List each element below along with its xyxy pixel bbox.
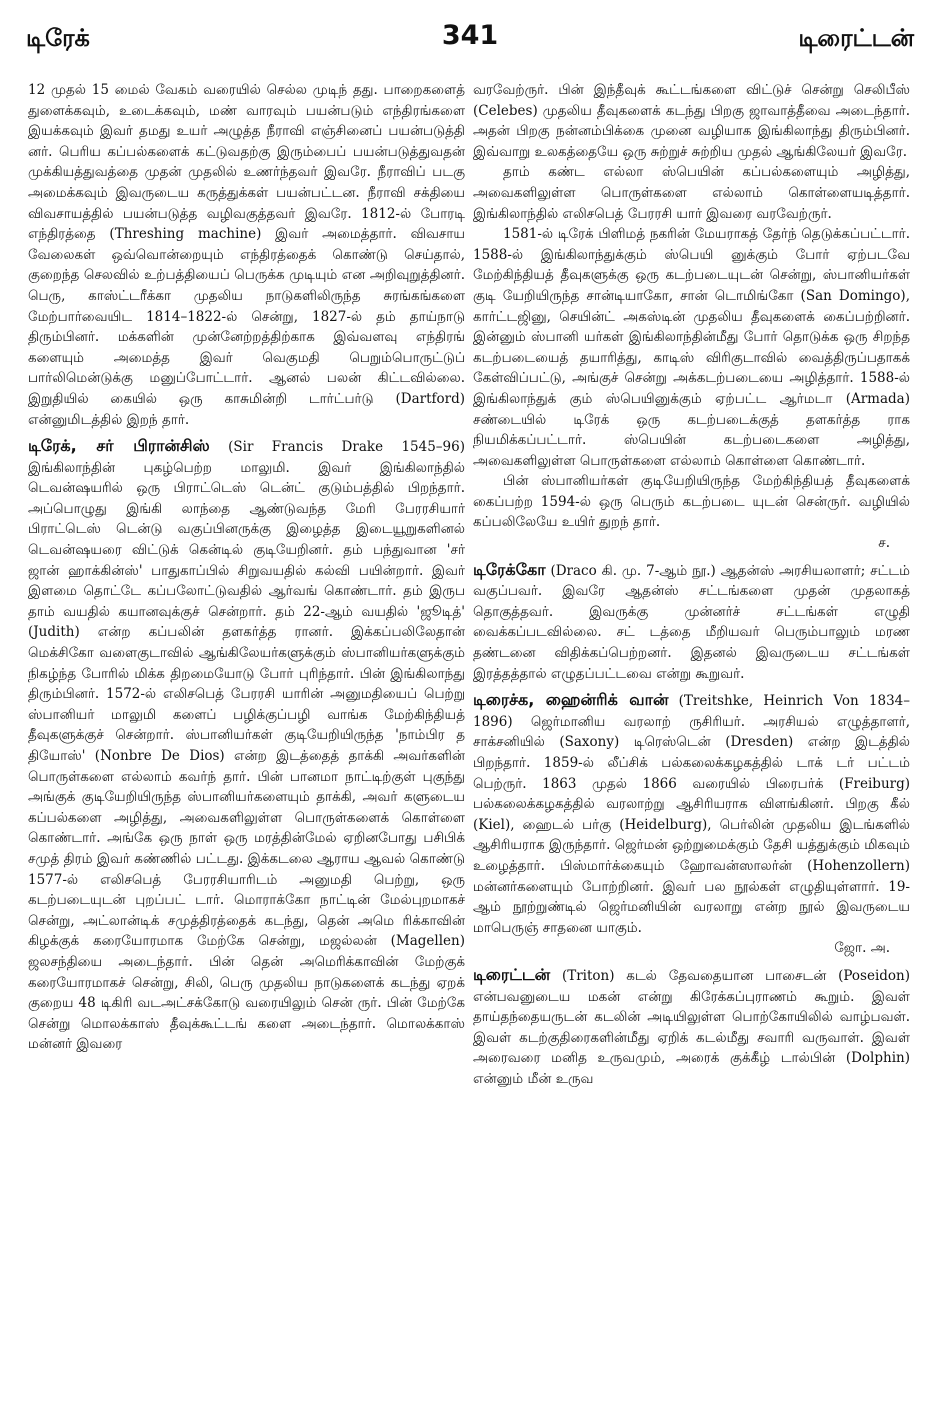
entry-headword: டிரைச்க, ஹைன்ரிக் வான்	[473, 690, 669, 710]
paragraph-continuation: வரவேற்ருர். பின் இந்தீவுக் கூட்டங்களை விட்டுச் சென்று செலிபீஸ் (Celebes) முதலிய தீவுகளைக் கடந்து பிறகு ஜாவாத்தீவை அடைந்தார். அதன் பிறகு நன்னம்பிக்கை முனை வழியாக இங்கிலாந்து திரும்பினர். இவ்வாறு உலகத்தையே ஒரு சுற்றுச் சுற்றிய முதல் ஆங்கிலேயர் இவரே.	[473, 82, 910, 160]
entry-headword: டிரேக்கோ	[473, 559, 546, 579]
entry-triton	[473, 965, 910, 1090]
entry-body: (Sir Francis Drake 1545–96) இங்கிலாந்தின் புகழ்பெற்ற மாலுமி. இவர் இங்கிலாந்தில் டெவன்ஷயரில் ஒரு பிராட்டெஸ் டென்ட் குடும்பத்தில் பிறந்தார். அப்பொழுது இங்கி லாந்தை ஆண்டுவந்த மேரி பேரரசியார் பிராட்டெஸ் டென்டு வகுப்பினருக்கு இழைத்த இடையூறுகளினல் டெவன்ஷயரை விட்டுக் கென்டில் குடியேறினர். தம் பந்துவான 'சர் ஜான் ஹாக்கின்ஸ்' பாதுகாப்பில் சிறுவயதில் கல்வி பயின்றார். இவர் இளமை தொட்டே கப்பலோட்டுவதில் ஆர்வங் கொண்டார். தம் இருப தாம் வயதில் கயானவுக்குச் சென்றார். தம் 22-ஆம் வயதில் 'ஜூடித்' (Judith) என்ற கப்பலின் தளகர்த்த ரானர். இக்கப்பலிலேதான் மெக்சிகோ வளைகுடாவில் ஆங்கிலேயர்களுக்கும் ஸ்பானியர்களுக்கும் நிகழ்ந்த போரில் மிக்க திறமையோடு போர் புரிந்தார். பின் இங்கிலாந்து திரும்பினர். 1572-ல் எலிசபெத் பேரரசி யாரின் அனுமதியைப் பெற்று ஸ்பானியர் மாலுமி களைப் பழிக்குப்பழி வாங்க மேற்கிந்தியத் தீவுகளுக்குச் சென்றார். ஸ்பானியர்கள் குடியேறியிருந்த 'நாம்பிர த தியோஸ்' (Nonbre De Dios) என்ற இடத்தைத் தாக்கி அவர்களின் பொருள்களை எல்லாம் கவர்ந் தார். பின் பானமா நாட்டிற்குள் புகுந்து அங்குக் குடியேறியிருந்த ஸ்பானியர்களையும் தாக்கி, அவர் களுடைய கப்பல்களை அழித்து, அவைகளிலுள்ள பொருள்களைக் கொள்ளை கொண்டார். அங்கே ஒரு நாள் ஒரு மரத்தின்மேல் ஏறினபோது பசிபிக் சமுத் திரம் இவர் கண்ணில் பட்டது. இக்கடலை ஆராய ஆவல் கொண்டு 1577-ல் எலிசபெத் பேரரசியாரிடம் அனுமதி பெற்று, ஒரு கடற்படையுடன் புறப்பட் டார். மொராக்கோ நாட்டின் மேல்புறமாகச் சென்று, அட்லான்டிக் சமுத்திரத்தைக் கடந்து, தென் அமெ ரிக்காவின் கிழக்குக் கரையோரமாக மேற்கே சென்று, மஜல்லன் (Magellen) ஜலசந்தியை அடைந்தார். பின் தென் அமெரிக்காவின் மேற்குக் கரையோரமாகச் சென்று, சிலி, பெரு முதலிய நாடுகளைக் கடந்து ஏறக் குறைய 48 டிகிரி வடஅட்சக்கோடு வரையிலும் சென் ருர். பின் மேற்கே சென்று மொலக்காஸ் தீவுக்கூட்டங் களை அடைந்தார். மொலக்காஸ் மன்னர் இவரை	[28, 439, 465, 1053]
entry-body: (Draco கி. மு. 7-ஆம் நூ.) ஆதன்ஸ் அரசியலாளர்; சட்டம் வகுப்பவர். இவரே ஆதன்ஸ் சட்டங்களை முதன் முதலாகத் தொகுத்தவர். இவருக்கு முன்னர்ச் சட்டங்கள் எழுதி வைக்கப்படவில்லை. சட் டத்தை மீறியவர் பெரும்பாலும் மரண தண்டனை விதிக்கப்பெற்றனர். இதனல் இவருடைய சட்டங்கள் இரத்தத்தால் எழுதப்பட்டவை என்று கூறுவர்.	[473, 562, 910, 682]
entry-treitschke	[473, 690, 910, 938]
right-column	[473, 80, 910, 1410]
paragraph: பின் ஸ்பானியர்கள் குடியேறியிருந்த மேற்கிந்தியத் தீவுகளைக் கைப்பற்ற 1594-ல் ஒரு பெரும் கடற்படை யுடன் சென்ருர். வழியில் கப்பலிலேயே உயிர் துறந் தார்.	[473, 473, 910, 531]
header-left-guideword: டிரேக்	[26, 24, 90, 52]
entry-body: (Treitshke, Heinrich Von 1834–1896) ஜெர்மானிய வரலாற் ருசிரியர். அரசியல் எழுத்தாளர், சாக்சனியில் (Saxony) டிரெஸ்டென் (Dresden) என்ற இடத்தில் பிறந்தார். 1859-ல் லீப்சிக் பல்கலைக்கழகத்தில் டாக் டர் பட்டம் பெற்ருர். 1863 முதல் 1866 வரையில் பிரைபர்க் (Freiburg) பல்கலைக்கழகத்தில் வரலாற்று ஆசிரியராக விளங்கினர். பிறகு கீல் (Kiel), ஹைடல் பர்கு (Heidelburg), பெர்லின் முதலிய இடங்களில் ஆசிரியராக இருந்தார். ஜெர்மன் ஒற்றுமைக்கும் தேசி யத்துக்கும் மிகவும் உழைத்தார். பிஸ்மார்க்கையும் ஹோவன்ஸாலர்ன் (Hohenzollern) மன்னர்களையும் போற்றினர். இவர் பல நூல்கள் எழுதியுள்ளார். 19-ஆம் நூற்றுண்டில் ஜெர்மனியின் வரலாறு என்ற நூல் இவருடைய மாபெருஞ் சாதனை யாகும்.	[473, 693, 910, 936]
header-right-guideword: டிரைட்டன்	[798, 24, 914, 52]
left-column	[28, 80, 465, 1410]
entry-body: (Triton) கடல் தேவதையான பாசைடன் (Poseidon) என்பவனுடைய மகன் என்று கிரேக்கப்புராணம் கூறும். இவள் தாய்தந்தையருடன் கடலின் அடியிலுள்ள பொற்கோயிலில் வாழ்பவள். இவள் கடற்குதிரைகளின்மீது ஏறிக் கடல்மீது சவாரி வருவாள். இவள் அரைவரை மனித உருவமும், அரைக் குக்கீழ் டால்பின் (Dolphin) என்னும் மீன் உருவ	[473, 967, 910, 1087]
page-header	[26, 20, 914, 64]
paragraph: தாம் கண்ட எல்லா ஸ்பெயின் கப்பல்களையும் அழித்து, அவைகளிலுள்ள பொருள்களை எல்லாம் கொள்ளையடித்தார். இங்கிலாந்தில் எலிசபெத் பேரரசி யார் இவரை வரவேற்ருர்.	[473, 164, 910, 222]
paragraph-continuation: 12 முதல் 15 மைல் வேகம் வரையில் செல்ல முடிந் தது. பாறைகளைத் துளைக்கவும், உடைக்கவும், மண் வாரவும் பயன்படும் எந்திரங்களை இயக்கவும் இவர் தமது உயர் அழுத்த நீராவி எஞ்சினைப் பயன்படுத்தி னர். பெரிய கப்பல்களைக் கட்டுவதற்கு இரும்பைப் பயன்படுத்துவதன் முக்கியத்துவத்தை முதன் முதலில் உணர்ந்தவர் இவரே. நீராவிப் படகு அமைக்கவும் இவருடைய கருத்துக்கள் பயன்பட்டன. நீராவி சக்தியை விவசாயத்தில் பயன்படுத்த வழிவகுத்தவர் இவரே. 1812-ல் போரடி எந்திரத்தை (Threshing machine) இவர் அமைத்தார். விவசாய வேலைகள் ஒவ்வொன்றையும் எந்திரத்தைக் கொண்டு செய்தால், குறைந்த செலவில் உற்பத்தியைப் பெருக்க முடியும் என அறிவுறுத்தினர். பெரு, காஸ்ட்டரீக்கா முதலிய நாடுகளிலிருந்த சுரங்கங்களை மேற்பார்வையிட 1814–1822-ல் சென்று, 1827-ல் தம் தாய்நாடு திரும்பினர். மக்களின் முன்னேற்றத்திற்காக இவ்வளவு எந்திரங் களையும் அமைத்த இவர் வெகுமதி பெறும்பொருட்டுப் பார்லிமென்டுக்கு மனுப்போட்டார். ஆனல் பலன் கிட்டவில்லை. இறுதியில் கையில் ஒரு காசுமின்றி டார்ட்பர்டு (Dartford) என்னுமிடத்தில் இறந் தார்.	[28, 82, 465, 428]
paragraph: 1581-ல் டிரேக் பிளிமத் நகரின் மேயராகத் தேர்ந் தெடுக்கப்பட்டார். 1588-ல் இங்கிலாந்துக்கும் ஸ்பெயி னுக்கும் போர் ஏற்படவே மேற்கிந்தியத் தீவுகளுக்கு ஒரு கடற்படையுடன் சென்று, ஸ்பானியர்கள் குடி யேறியிருந்த சான்டியாகோ, சான் டொமிங்கோ (San Domingo), கார்ட்டஜினு, செயின்ட் அகஸ்டின் முதலிய தீவுகளைக் கைப்பற்றினர். இன்னும் ஸ்பானி யர்கள் இங்கிலாந்தின்மீது போர் தொடுக்க ஒரு சிறந்த கடற்படையைத் தயாரித்து, காடிஸ் விரிகுடாவில் வைத்திருப்பதாகக் கேள்விப்பட்டு, அங்குச் சென்று அக்கடற்படையை அழித்தார். 1588-ல் இங்கிலாந்துக் கும் ஸ்பெயினுக்கும் ஏற்பட்ட ஆர்மடா (Armada) சண்டையில் டிரேக் ஒரு கடற்படைக்குத் தளகர்த்த ராக நியமிக்கப்பட்டார். ஸ்பெயின் கடற்படைகளை அழித்து, அவைகளிலுள்ள பொருள்களை எல்லாம் கொள்ளை கொண்டார்.	[473, 226, 910, 469]
entry-headword: டிரேக், சர் பிரான்சிஸ்	[28, 436, 210, 456]
author-initials: ஜோ. அ.	[834, 940, 890, 957]
page-number: 341	[441, 20, 499, 51]
entry-headword: டிரைட்டன்	[473, 964, 551, 984]
entry-draco	[473, 560, 910, 685]
entry-drake	[28, 436, 465, 1055]
author-initials: ச.	[878, 535, 890, 552]
